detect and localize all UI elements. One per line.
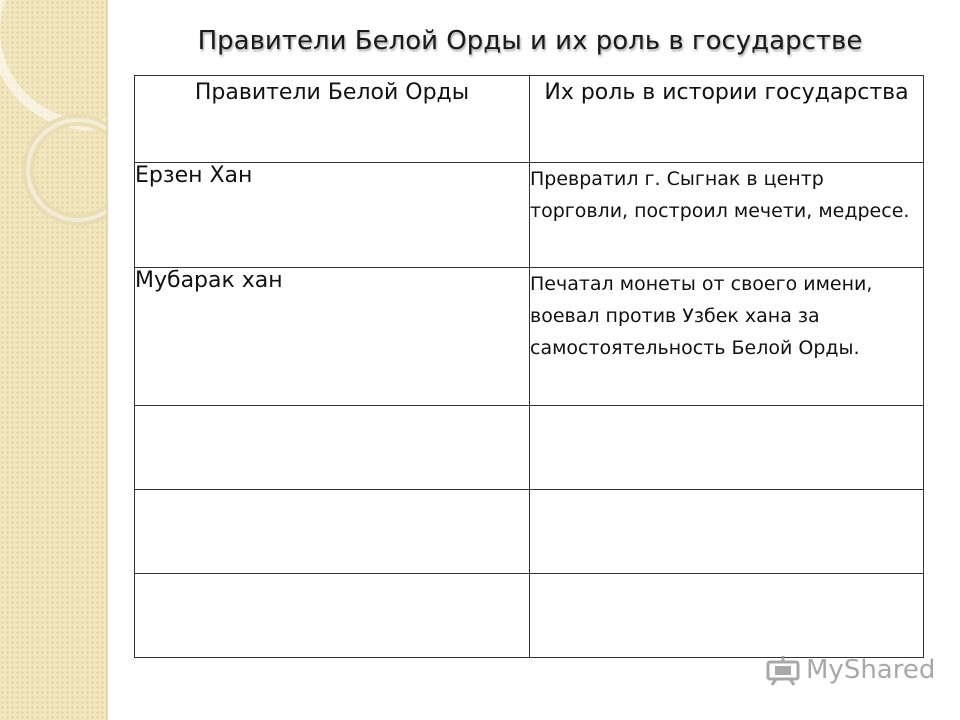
rulers-table [134,75,924,658]
empty-cell [530,574,924,658]
projector-icon [766,654,800,686]
ruler-role-cell: Печатал монеты от своего имени, воевал против Узбек хана за самостоятельность Белой Орды. [530,268,924,406]
empty-cell [530,490,924,574]
watermark [766,654,935,686]
sidebar-edge [106,0,108,720]
header-rulers: Правители Белой Орды [135,76,530,163]
empty-cell [135,490,530,574]
table-row [135,163,924,268]
table-row-empty [135,490,924,574]
ruler-name-cell: Ерзен Хан [135,163,530,268]
table-row [135,268,924,406]
decorative-sidebar [0,0,106,720]
header-role: Их роль в истории государства [530,76,924,163]
table-row-empty [135,406,924,490]
table-row-empty [135,574,924,658]
slide-title: Правители Белой Орды и их роль в государстве [197,26,863,56]
empty-cell [135,574,530,658]
table-header-row [135,76,924,163]
empty-cell [530,406,924,490]
decorative-rings [0,0,106,720]
ruler-name-cell: Мубарак хан [135,268,530,406]
empty-cell [135,406,530,490]
ruler-role-cell: Превратил г. Сыгнак в центр торговли, построил мечети, медресе. [530,163,924,268]
watermark-text: MyShared [806,655,936,685]
